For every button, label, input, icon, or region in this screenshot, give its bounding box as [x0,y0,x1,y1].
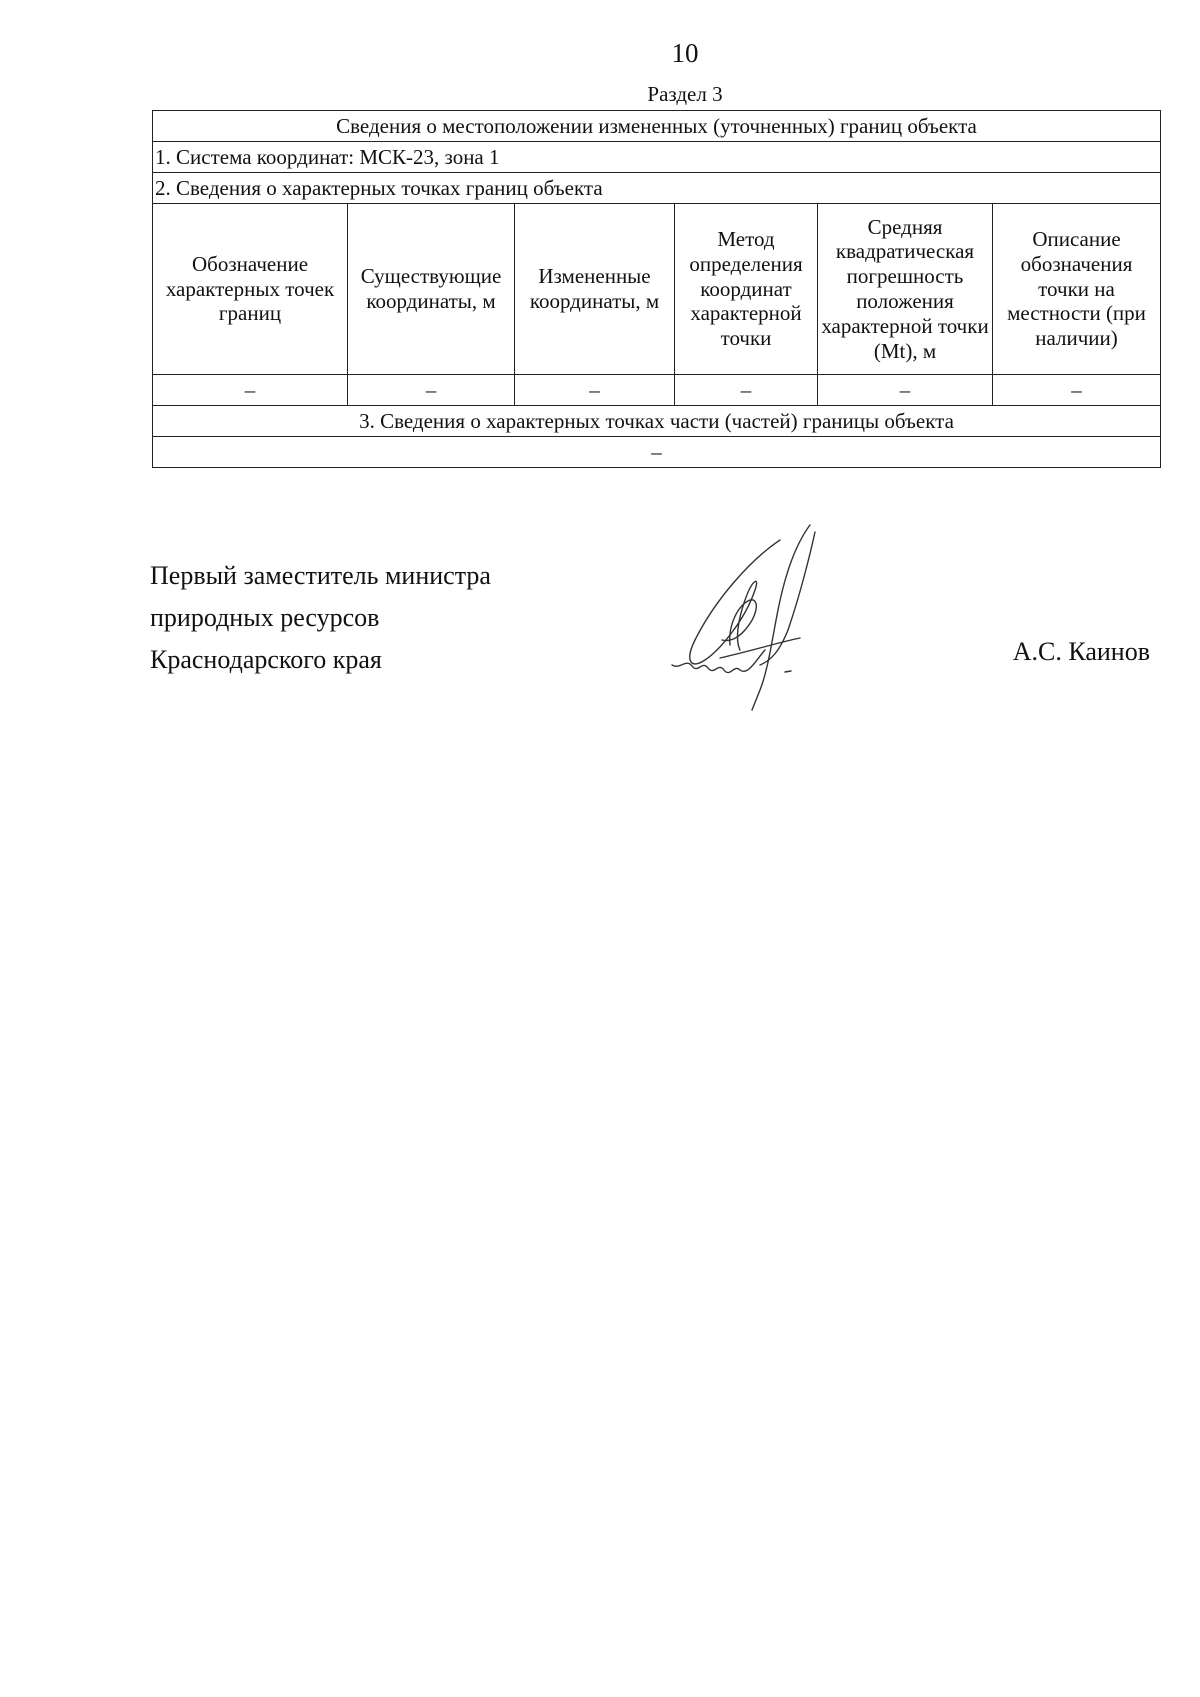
signer-title-line: Краснодарского края [150,645,382,674]
column-header: Измененные координаты, м [515,204,675,375]
parts-value: – [153,437,1161,468]
table-cell: – [993,375,1161,406]
parts-heading: 3. Сведения о характерных точках части (частей) границы объекта [153,406,1161,437]
column-header: Описание обозначения точки на местности (при наличии) [993,204,1161,375]
column-header: Существующие координаты, м [348,204,515,375]
table-title: Сведения о местоположении измененных (уточненных) границ объекта [153,111,1161,142]
signer-name: А.С. Каинов [1012,637,1150,666]
section-title: Раздел 3 [647,82,723,106]
column-header: Обозначение характерных точек границ [153,204,348,375]
signer-title-line: Первый заместитель министра [150,561,491,590]
handwritten-signature [660,520,870,740]
coordinate-system: 1. Система координат: МСК-23, зона 1 [153,142,1161,173]
table-row [153,375,1161,406]
signer-title-line: природных ресурсов [150,603,380,632]
points-heading: 2. Сведения о характерных точках границ объекта [153,173,1161,204]
column-header: Средняя квадратическая погрешность положения характерной точки (Mt), м [818,204,993,375]
signer-title [150,555,491,681]
table-cell: – [153,375,348,406]
table-cell: – [818,375,993,406]
table-cell: – [675,375,818,406]
boundary-table [152,110,1161,468]
page-number: 10 [671,38,699,68]
column-header: Метод определения координат характерной точки [675,204,818,375]
table-cell: – [348,375,515,406]
table-cell: – [515,375,675,406]
